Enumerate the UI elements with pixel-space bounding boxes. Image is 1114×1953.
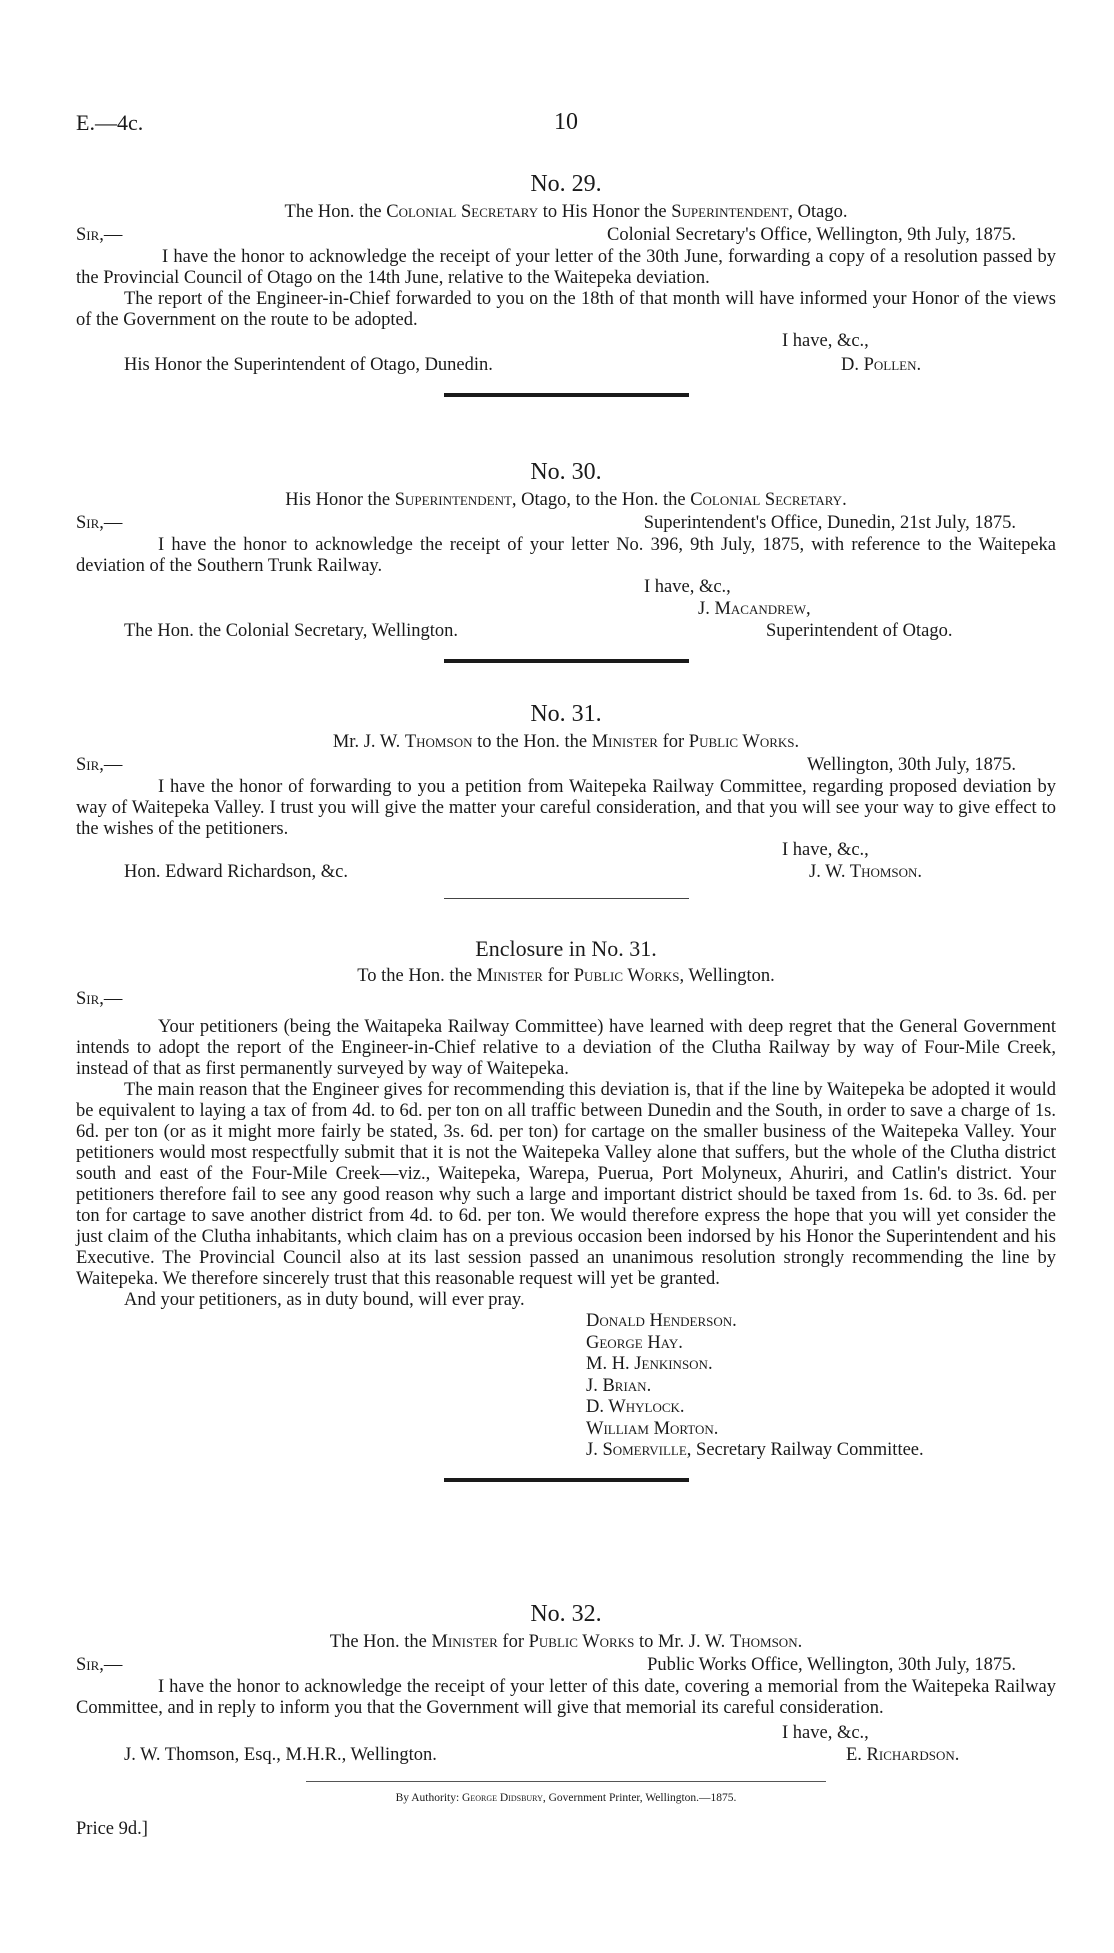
section-divider [444, 1478, 689, 1482]
letter-number: No. 32. [530, 1601, 602, 1627]
signer: J. Somerville, Secretary Railway Committee. [586, 1440, 924, 1460]
signatory: D. Pollen. [841, 355, 922, 375]
petition-paragraph: Your petitioners (being the Waitapeka Railway Committee) have learned with deep regret that the General Government intends to adopt the report of the Engineer-in-Chief relative to a deviation of the Clutha Railway by way of Four-Mile Creek, instead of that as first permanently surveyed by way of Waitepeka. [76, 1017, 1056, 1079]
letter-31 [76, 700, 1056, 917]
section-divider [444, 393, 689, 397]
closing: I have, &c., [782, 331, 869, 351]
signer: George Hay. [586, 1332, 683, 1353]
signatory-title: Superintendent of Otago. [766, 621, 953, 641]
letter-32 [76, 1600, 1056, 1840]
salutation: Sir,— [76, 225, 123, 245]
price-note: Price 9d.] [76, 1819, 148, 1839]
signatory: J. Macandrew, [698, 599, 811, 619]
letter-place-date: Superintendent's Office, Dunedin, 21st July, 1875. [643, 513, 1016, 533]
signer: M. H. Jenkinson. [586, 1354, 713, 1374]
footer-divider [306, 1781, 826, 1782]
letter-place-date: Colonial Secretary's Office, Wellington, 9th July, 1875. [607, 225, 1016, 245]
signer: William Morton. [586, 1418, 719, 1439]
addressee: Hon. Edward Richardson, &c. [124, 862, 349, 882]
closing: I have, &c., [782, 840, 869, 860]
enclosure-31 [76, 936, 1056, 1504]
letter-place-date: Wellington, 30th July, 1875. [806, 755, 1016, 775]
letter-address: Mr. J. W. Thomson to the Hon. the Minister for Public Works. [332, 732, 800, 752]
salutation: Sir,— [76, 755, 123, 775]
signer: D. Whylock. [586, 1397, 685, 1417]
signer-list [586, 1311, 1056, 1462]
letter-29 [76, 170, 1056, 419]
letter-number: No. 29. [530, 171, 602, 197]
letter-address: The Hon. the Minister for Public Works to Mr. J. W. Thomson. [329, 1632, 803, 1652]
document-reference: E.—4c. [76, 110, 144, 135]
letter-paragraph: I have the honor of forwarding to you a petition from Waitepeka Railway Committee, regarding proposed deviation by way of Waitepeka Valley. I trust you will give the matter your careful consideration, and that you will see your way to give effect to the wishes of the petitioners. [76, 777, 1056, 839]
petition-paragraph: The main reason that the Engineer gives for recommending this deviation is, that if the line by Waitepeka be adopted it would be equivalent to laying a tax of from 4d. to 6d. per ton on all traffic between Dunedin and the South, in order to save a charge of 1s. 6d. per ton (or as it might more fairly be stated, 3s. 6d. per ton) for cartage on the smaller business of the Waitepeka Valley. Your petitioners would most respectfully submit that it is not the Waitepeka Valley alone that suffers, but the whole of the Clutha district south and east of the Four-Mile Creek—viz., Waitepeka, Warepa, Puerua, Port Molyneux, Ahuriri, and Catlin's district. Your petitioners therefore fail to see any good reason why such a large and important district should be taxed from 1s. 6d. to 3s. 6d. per ton for cartage to save another district from 4d. to 6d. per ton. We would therefore express the hope that you will yet consider the just claim of the Clutha inhabitants, which claim has on a previous occasion been indorsed by his Honor the Superintendent and his Executive. The Provincial Council also at its last session passed an unanimous resolution strongly recommending the line by Waitepeka. We therefore sincerely trust that this reasonable request will yet be granted. [76, 1080, 1056, 1289]
closing: I have, &c., [782, 1723, 869, 1743]
letter-address: To the Hon. the Minister for Public Works, Wellington. [357, 966, 775, 986]
letter-30 [76, 458, 1056, 685]
letter-number: No. 30. [530, 459, 602, 485]
closing: I have, &c., [644, 577, 731, 597]
letter-paragraph: I have the honor to acknowledge the receipt of your letter of the 30th June, forwarding a copy of a resolution passed by the Provincial Council of Otago on the 14th June, relative to the Waitepeka deviation. [76, 247, 1056, 288]
section-divider [444, 659, 689, 663]
signer: Donald Henderson. [586, 1311, 737, 1331]
enclosure-title: Enclosure in No. 31. [475, 936, 657, 961]
letter-paragraph: I have the honor to acknowledge the receipt of your letter of this date, covering a memorial from the Waitepeka Railway Committee, and in reply to inform you that the Government will give that memorial its careful consideration. [76, 1677, 1056, 1718]
letter-place-date: Public Works Office, Wellington, 30th July, 1875. [647, 1655, 1016, 1675]
letter-address: The Hon. the Colonial Secretary to His Honor the Superintendent, Otago. [284, 202, 848, 222]
printer-imprint: By Authority: George Didsbury, Government Printer, Wellington.—1875. [395, 1792, 737, 1804]
addressee: His Honor the Superintendent of Otago, Dunedin. [124, 355, 493, 375]
signatory: J. W. Thomson. [809, 862, 923, 882]
letter-number: No. 31. [530, 701, 602, 727]
section-divider [444, 898, 689, 899]
salutation: Sir,— [76, 513, 123, 533]
letter-address: His Honor the Superintendent, Otago, to the Hon. the Colonial Secretary. [285, 490, 847, 510]
page-number: 10 [554, 109, 578, 135]
signatory: E. Richardson. [846, 1745, 960, 1765]
addressee: J. W. Thomson, Esq., M.H.R., Wellington. [124, 1745, 437, 1765]
letter-paragraph: I have the honor to acknowledge the receipt of your letter No. 396, 9th July, 1875, with reference to the Waitepeka deviation of the Southern Trunk Railway. [76, 535, 1056, 576]
salutation: Sir,— [76, 989, 123, 1009]
salutation: Sir,— [76, 1655, 123, 1675]
addressee: The Hon. the Colonial Secretary, Wellington. [124, 621, 459, 641]
petition-paragraph: And your petitioners, as in duty bound, will ever pray. [124, 1290, 525, 1310]
signer: J. Brian. [586, 1375, 652, 1396]
letter-paragraph: The report of the Engineer-in-Chief forwarded to you on the 18th of that month will have informed your Honor of the views of the Government on the route to be adopted. [76, 289, 1056, 330]
